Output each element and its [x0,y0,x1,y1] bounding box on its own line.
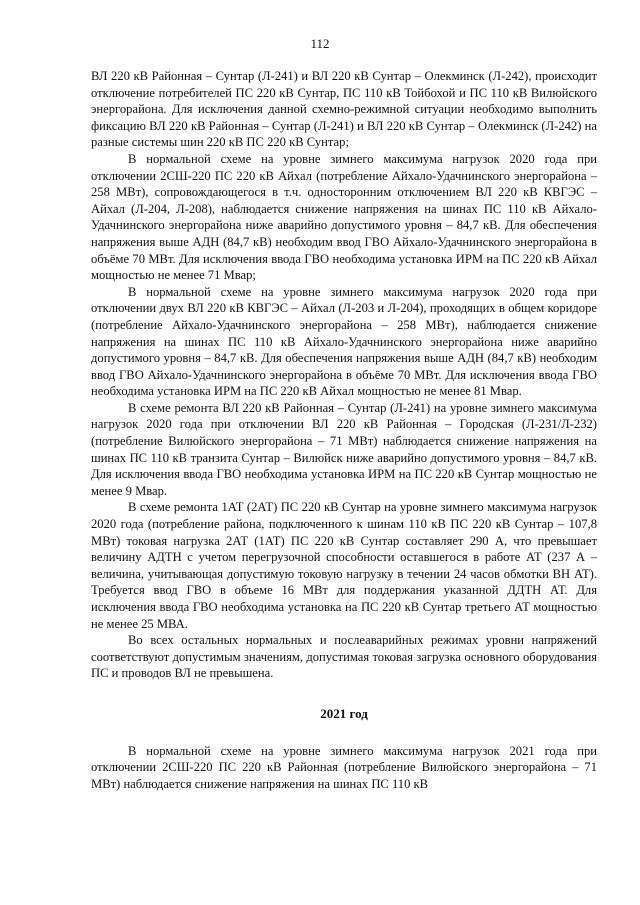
paragraph-kvges-double-outage: В нормальной схеме на уровне зимнего максимума нагрузок 2020 года при отключении двух ВЛ 220 кВ КВГЭС – Айхал (Л-203 и Л-204), проходящих в общем коридоре (потребление Айхало-Удачнинского энергорайона – 258 МВт), наблюдается снижение напряжения на шинах ПС 110 кВ Айхало-Удачнинского энергорайона ниже аварийно допустимого уровня – 84,7 кВ. Для обеспечения напряжения выше АДН (84,7 кВ) необходим ввод ГВО Айхало-Удачнинского энергорайона в объёме 70 МВт. Для исключения ввода ГВО необходима установка ИРМ на ПС 220 кВ Айхал мощностью не менее 81 Мвар. [91,284,597,399]
paragraph-continuation: ВЛ 220 кВ Районная – Сунтар (Л-241) и ВЛ 220 кВ Сунтар – Олекминск (Л-242), происходит отключение потребителей ПС 220 кВ Сунтар, ПС 110 кВ Тойбохой и ПС 110 кВ Вилюйского энергорайона. Для исключения данной схемно-режимной ситуации необходимо выполнить фиксацию ВЛ 220 кВ Районная – Сунтар (Л-241) и ВЛ 220 кВ Сунтар – Олекминск (Л-242) на разные системы шин 220 кВ ПС 220 кВ Сунтар; [91,69,597,150]
paragraph-suntar-line-repair: В схеме ремонта ВЛ 220 кВ Районная – Сунтар (Л-241) на уровне зимнего максимума нагрузок 2020 года при отключении ВЛ 220 кВ Районная – Городская (Л-231/Л-232) (потребление Вилюйского энергорайона – 71 МВт) наблюдается снижение напряжения на шинах ПС 110 кВ транзита Сунтар – Вилюйск ниже аварийно допустимого уровня – 84,7 кВ. Для исключения ввода ГВО необходима установка ИРМ на ПС 220 кВ Сунтар мощностью не менее 9 Мвар. [91,400,597,498]
document-body [91,68,597,792]
paragraph-2021-rayonnaya: В нормальной схеме на уровне зимнего максимума нагрузок 2021 года при отключении 2СШ-220 ПС 220 кВ Районная (потребление Вилюйского энергорайона – 71 МВт) наблюдается снижение напряжения на шинах ПС 110 кВ [91,743,597,791]
paragraph-suntar-at-repair: В схеме ремонта 1АТ (2АТ) ПС 220 кВ Сунтар на уровне зимнего максимума нагрузок 2020 года (потребление района, подключенного к шинам 110 кВ ПС 220 кВ Сунтар – 107,8 МВт) токовая нагрузка 2АТ (1АТ) ПС 220 кВ Сунтар составляет 290 А, что превышает величину АДТН с учетом перегрузочной способности оставшегося в работе АТ (237 А – величина, учитывающая допустимую токовую нагрузку в течении 24 часов обмотки ВН АТ). Требуется ввод ГВО в объеме 16 МВт для поддержания указанной ДДТН АТ. Для исключения ввода ГВО необходима установка на ПС 220 кВ Сунтар третьего АТ мощностью не менее 25 МВА. [91,500,597,631]
page-number: 112 [310,36,330,51]
paragraph-other-modes: Во всех остальных нормальных и послеаварийных режимах уровни напряжений соответствуют допустимым значениям, допустимая токовая загрузка основного оборудования ПС и проводов ВЛ не превышена. [91,633,597,681]
paragraph-aikhal-2sh-outage: В нормальной схеме на уровне зимнего максимума нагрузок 2020 года при отключении 2СШ-220 ПС 220 кВ Айхал (потребление Айхало-Удачнинского энергорайона – 258 МВт), сопровождающегося в т.ч. односторонним отключением ВЛ 220 кВ КВГЭС – Айхал (Л-204, Л-208), наблюдается снижение напряжения на шинах ПС 110 кВ Айхало-Удачнинского энергорайона ниже аварийно допустимого уровня – 84,7 кВ. Для обеспечения напряжения выше АДН (84,7 кВ) необходим ввод ГВО Айхало-Удачнинского энергорайона в объёме 70 МВт. Для исключения ввода ГВО необходима установка ИРМ на ПС 220 кВ Айхал мощностью не менее 71 Мвар; [91,151,597,283]
section-heading-2021: 2021 год [320,705,368,721]
